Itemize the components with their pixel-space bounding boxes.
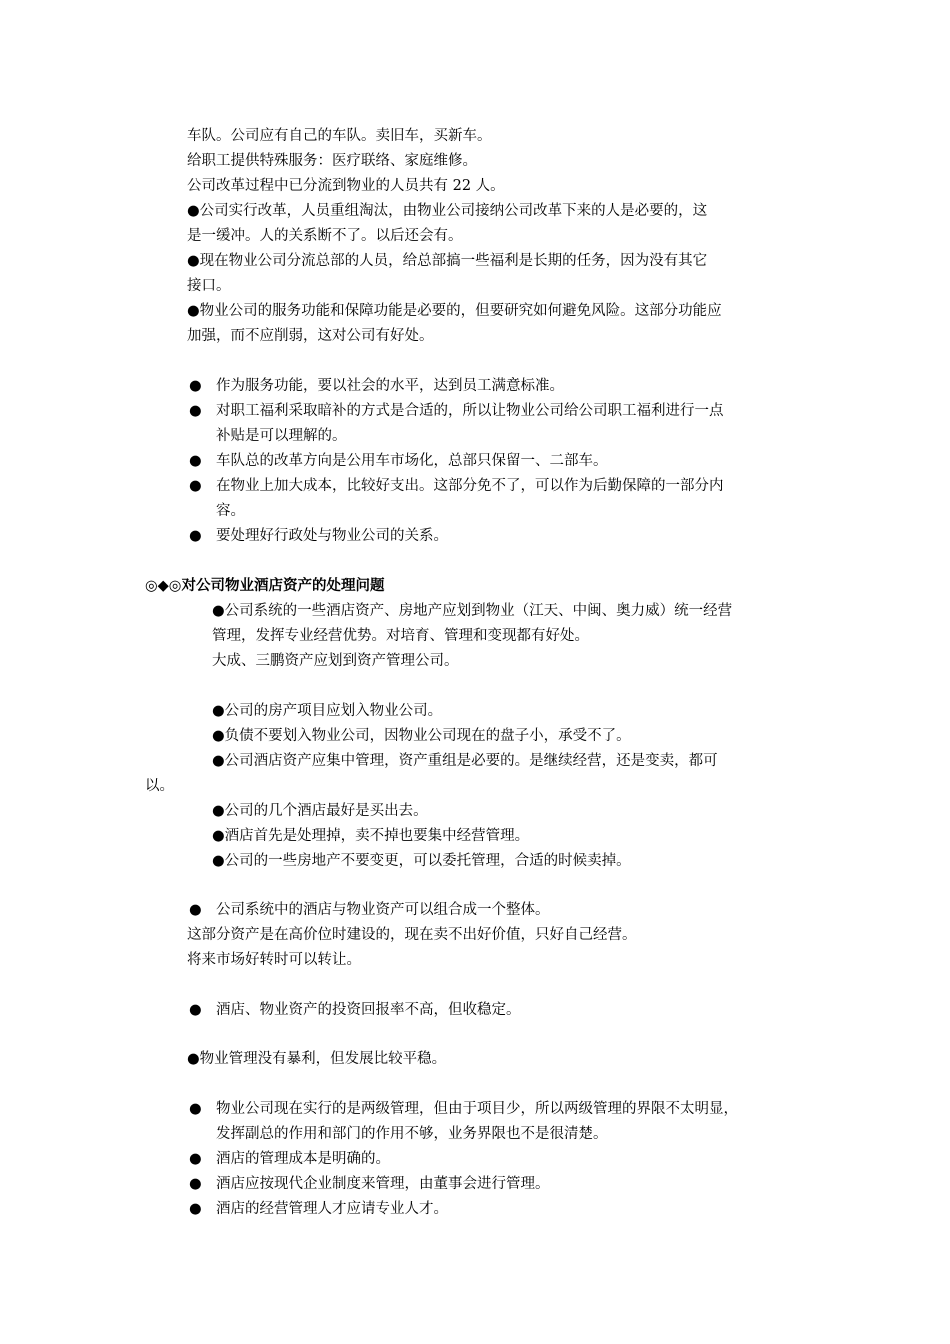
bullet-icon: ● [189, 478, 202, 494]
list-item: 作为服务功能，要以社会的水平，达到员工满意标准。 [216, 378, 564, 394]
bullet-icon: ● [189, 1101, 202, 1117]
bullet-icon: ● [189, 1201, 202, 1217]
paragraph-line: 管理，发挥专业经营优势。对培育、管理和变现都有好处。 [212, 628, 589, 644]
paragraph-line: ●物业管理没有暴利，但发展比较平稳。 [187, 1051, 447, 1067]
list-item: 酒店的管理成本是明确的。 [216, 1151, 390, 1167]
list-item: 公司系统中的酒店与物业资产可以组合成一个整体。 [216, 902, 550, 918]
paragraph-line: 公司改革过程中已分流到物业的人员共有 22 人。 [187, 178, 505, 194]
paragraph-line: ●公司的一些房地产不要变更，可以委托管理，合适的时候卖掉。 [212, 853, 631, 869]
list-item: 对职工福利采取暗补的方式是合适的，所以让物业公司给公司职工福利进行一点 [216, 403, 724, 419]
paragraph-line: 车队。公司应有自己的车队。卖旧车，买新车。 [187, 128, 492, 144]
paragraph-line: 大成、三鹏资产应划到资产管理公司。 [212, 653, 459, 669]
list-item: 酒店应按现代企业制度来管理，由董事会进行管理。 [216, 1176, 550, 1192]
paragraph-line: 这部分资产是在高价位时建设的，现在卖不出好价值，只好自己经营。 [187, 927, 637, 943]
paragraph-line: 是一缓冲。人的关系断不了。以后还会有。 [187, 228, 463, 244]
bullet-icon: ● [189, 1151, 202, 1167]
bullet-icon: ● [189, 453, 202, 469]
paragraph-line: ●公司的几个酒店最好是买出去。 [212, 803, 428, 819]
paragraph-line: 接口。 [187, 278, 231, 294]
bullet-icon: ● [189, 378, 202, 394]
section-heading: ◎◆◎对公司物业酒店资产的处理问题 [145, 577, 385, 594]
paragraph-line: ●公司实行改革，人员重组淘汰，由物业公司接纳公司改革下来的人是必要的，这 [187, 203, 708, 219]
bullet-icon: ● [189, 902, 202, 918]
list-item: 酒店、物业资产的投资回报率不高，但收稳定。 [216, 1002, 521, 1018]
paragraph-line: ●物业公司的服务功能和保障功能是必要的，但要研究如何避免风险。这部分功能应 [187, 303, 722, 319]
bullet-icon: ● [189, 1176, 202, 1192]
paragraph-line: ●酒店首先是处理掉，卖不掉也要集中经营管理。 [212, 828, 530, 844]
list-item: 在物业上加大成本，比较好支出。这部分免不了，可以作为后勤保障的一部分内 [216, 478, 724, 494]
paragraph-line: ●公司的房产项目应划入物业公司。 [212, 703, 443, 719]
paragraph-line: 加强，而不应削弱，这对公司有好处。 [187, 328, 434, 344]
bullet-icon: ● [189, 528, 202, 544]
paragraph-line: ●现在物业公司分流总部的人员，给总部搞一些福利是长期的任务，因为没有其它 [187, 253, 708, 269]
paragraph-line: ●公司酒店资产应集中管理，资产重组是必要的。是继续经营，还是变卖，都可 [212, 753, 718, 769]
list-item: 物业公司现在实行的是两级管理，但由于项目少，所以两级管理的界限不太明显， [216, 1101, 738, 1117]
list-item-continuation: 补贴是可以理解的。 [216, 428, 347, 444]
paragraph-line: 以。 [145, 778, 174, 794]
list-item-continuation: 发挥副总的作用和部门的作用不够，业务界限也不是很清楚。 [216, 1126, 608, 1142]
bullet-icon: ● [189, 1002, 202, 1018]
paragraph-line: ●负债不要划入物业公司，因物业公司现在的盘子小，承受不了。 [212, 728, 631, 744]
list-item: 要处理好行政处与物业公司的关系。 [216, 528, 448, 544]
paragraph-line: 将来市场好转时可以转让。 [187, 952, 361, 968]
bullet-icon: ● [189, 403, 202, 419]
paragraph-line: ●公司系统的一些酒店资产、房地产应划到物业（江天、中闽、奥力威）统一经营 [212, 603, 733, 619]
list-item: 车队总的改革方向是公用车市场化，总部只保留一、二部车。 [216, 453, 608, 469]
list-item: 酒店的经营管理人才应请专业人才。 [216, 1201, 448, 1217]
list-item-continuation: 容。 [216, 503, 245, 519]
paragraph-line: 给职工提供特殊服务：医疗联络、家庭维修。 [187, 153, 477, 169]
